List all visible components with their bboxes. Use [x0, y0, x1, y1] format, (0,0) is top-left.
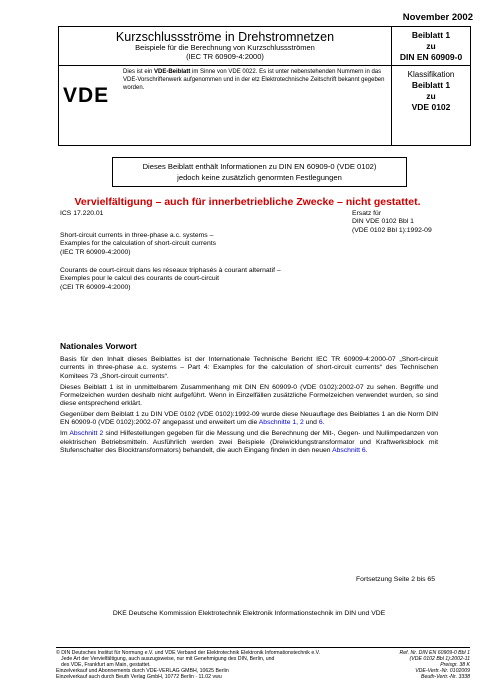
continuation-note: Fortsetzung Seite 2 bis 65 [356, 576, 435, 583]
link-abschnitt-1[interactable]: Abschnitte 1 [258, 419, 297, 427]
svg-text:VDE: VDE [63, 84, 110, 105]
supplement-designation: Beiblatt 1 zu DIN EN 60909-0 [399, 30, 463, 62]
foreword-paragraph: Dieses Beiblatt 1 ist in unmittelbarem Zusammenhang mit DIN EN 60909-0 (VDE 0102):2002-07 zu sehen. Begriffe und Formelzeichen wurden deshalb nicht aufgeführt. Wenn in Einzelfällen zusätzliche Formelzeichen verwendet wurden, so sind diese entsprechend erklärt. [60, 383, 438, 408]
foreword-paragraph: Gegenüber dem Beiblatt 1 zu DIN VDE 0102 (VDE 0102):1992-09 wurde diese Neuauflage des Beiblattes 1 an die Norm DIN EN 60909-0 (VDE 0102):2002-07 angepasst und erweitert um die Abschnitte 1, 2 und 6. [60, 411, 438, 427]
footer-reference: Ref. Nr. DIN EN 60909-0 Bbl 1 (VDE 0102 Bbl 1):2002-11 Preisgr. 38 K VDE-Vertr.-Nr. 0102009 Beuth-Vertr.-Nr. 3338 [399, 650, 470, 680]
document-title: Kurzschlussströme in Drehstromnetzen [115, 30, 335, 44]
foreword-heading: Nationales Vorwort [60, 341, 137, 351]
vde-logo [61, 83, 117, 105]
issue-date: November 2002 [402, 12, 473, 23]
link-abschnitt-6[interactable]: 6 [318, 419, 323, 427]
copy-warning: Vervielfältigung – auch für innerbetriebliche Zwecke – nicht gestattet. [74, 196, 421, 208]
header-box [58, 26, 471, 146]
foreword-body [60, 356, 438, 458]
vde-note: Dies ist ein VDE-Beiblatt im Sinne von VDE 0022. Es ist unter nebenstehenden Nummern in das VDE-Vorschriftenwerk aufgenommen und in der etz Elektrotechnische Zeitschrift bekannt gegeben worden. [123, 69, 385, 91]
ics-code: ICS 17.220.01 [60, 210, 104, 217]
dke-line: DKE Deutsche Kommission Elektrotechnik Elektronik Informationstechnik im DIN und VDE [112, 610, 386, 617]
link-abschnitt-2[interactable]: 2 [299, 419, 304, 427]
replacement-info: Ersatz für DIN VDE 0102 Bbl 1 (VDE 0102 Bbl 1):1992-09 [352, 210, 432, 234]
footer-divider [56, 647, 470, 648]
document-subtitle: Beispiele für die Berechnung von Kurzschlussströmen (IEC TR 60909-4:2000) [135, 43, 315, 61]
english-title: Short-circuit currents in three-phase a.c. systems – Examples for the calculation of short-circuit currents (IEC TR 60909-4:2000) [60, 232, 217, 256]
info-box: Dieses Beiblatt enthält Informationen zu DIN EN 60909-0 (VDE 0102) jedoch keine zusätzlich genormten Festlegungen [112, 157, 407, 187]
link-abschnitt-6-section[interactable]: Abschnitt 6 [332, 446, 366, 454]
french-title: Courants de court-circuit dans les réseaux triphasés à courant alternatif – Exemples pour le calcul des courants de court-circuit (CEI TR 60909-4:2000) [60, 267, 281, 291]
link-abschnitt-2-section[interactable]: Abschnitt 2 [69, 430, 104, 438]
footer-copyright: © DIN Deutsches Institut für Normung e.V. und VDE Verband der Elektrotechnik Elektronik Informationstechnik e.V. Jede Art der Vervielfältigung, auch auszugsweise, nur mit Genehmigung des DIN, Berlin, und des VDE, Frankfurt am Main, gestattet. Einzelverkauf und Abonnements durch VDE-VERLAG GMBH, 10625 Berlin Einzelverkauf auch durch Beuth Verlag GmbH, 10772 Berlin · 11.02 vwu [56, 650, 321, 680]
foreword-paragraph: Im Abschnitt 2 sind Hilfestellungen gegeben für die Messung und die Berechnung der Mit-, Gegen- und Nullimpedanzen von elektrischen Betriebsmitteln. Ausführlich werden zwei Beispiele (Dreiwicklungstransformator und Kraftwerksblock mit Stufenschalter des Blocktransformators) behandelt, die auch Eingang finden in den neuen Abschnitt 6. [60, 430, 438, 454]
foreword-paragraph: Basis für den Inhalt dieses Beiblattes ist der Internationale Technische Bericht IEC TR 60909-4:2000-07 „Short-circuit currents in three-phase a.c. systems – Part 4: Examples for the calculation of short-circuit currents“ des Technischen Komitees 73 „Short-circuit currents“. [60, 356, 438, 380]
classification: Klassifikation Beiblatt 1 zu VDE 0102 [407, 70, 455, 112]
